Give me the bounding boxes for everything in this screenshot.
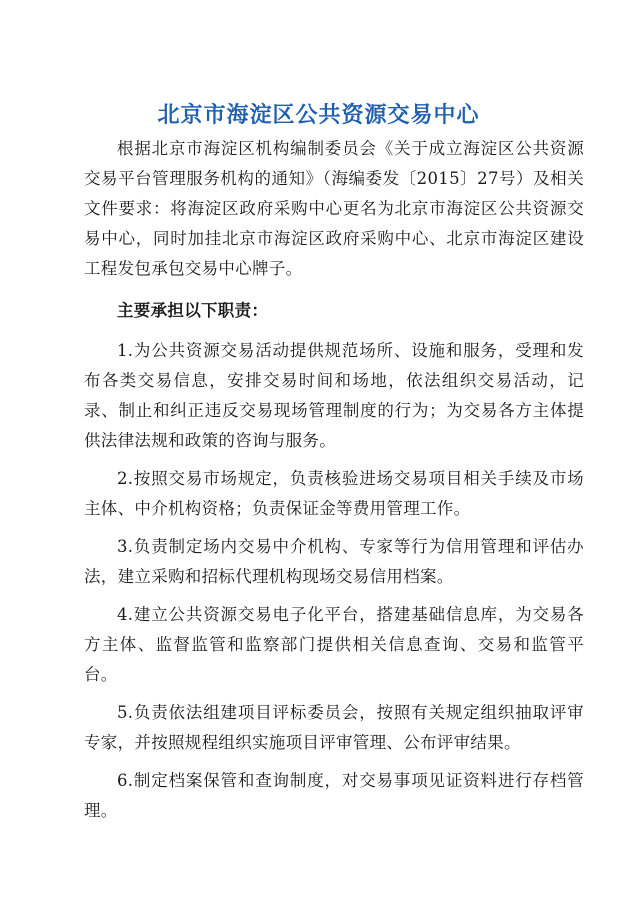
duty-item-4: 4.建立公共资源交易电子化平台，搭建基础信息库，为交易各方主体、监督监管和监察部门提供相关信息查询、交易和监管平台。 (84, 605, 584, 684)
duty-item-5: 5.负责依法组建项目评标委员会，按照有关规定组织抽取评审专家，并按照规程组织实施项目评审管理、公布评审结果。 (84, 703, 584, 752)
duty-item-2: 2.按照交易市场规定，负责核验进场交易项目相关手续及市场主体、中介机构资格；负责保证金等费用管理工作。 (84, 469, 584, 518)
duty-item-6: 6.制定档案保管和查询制度，对交易事项见证资料进行存档管理。 (84, 771, 584, 820)
intro-paragraph: 根据北京市海淀区机构编制委员会《关于成立海淀区公共资源交易平台管理服务机构的通知》（海编委发〔2015〕27号）及相关文件要求：将海淀区政府采购中心更名为北京市海淀区公共资源交易中心，同时加挂北京市海淀区政府采购中心、北京市海淀区建设工程发包承包交易中心牌子。 (84, 139, 584, 278)
document-body (84, 134, 584, 834)
duty-item-1: 1.为公共资源交易活动提供规范场所、设施和服务，受理和发布各类交易信息，安排交易时间和场地，依法组织交易活动，记录、制止和纠正违反交易现场管理制度的行为；为交易各方主体提供法律法规和政策的咨询与服务。 (84, 341, 584, 450)
document-title: 北京市海淀区公共资源交易中心 (157, 103, 480, 128)
duty-item-3: 3.负责制定场内交易中介机构、专家等行为信用管理和评估办法，建立采购和招标代理机构现场交易信用档案。 (84, 537, 584, 586)
duties-heading: 主要承担以下职责： (117, 301, 269, 320)
